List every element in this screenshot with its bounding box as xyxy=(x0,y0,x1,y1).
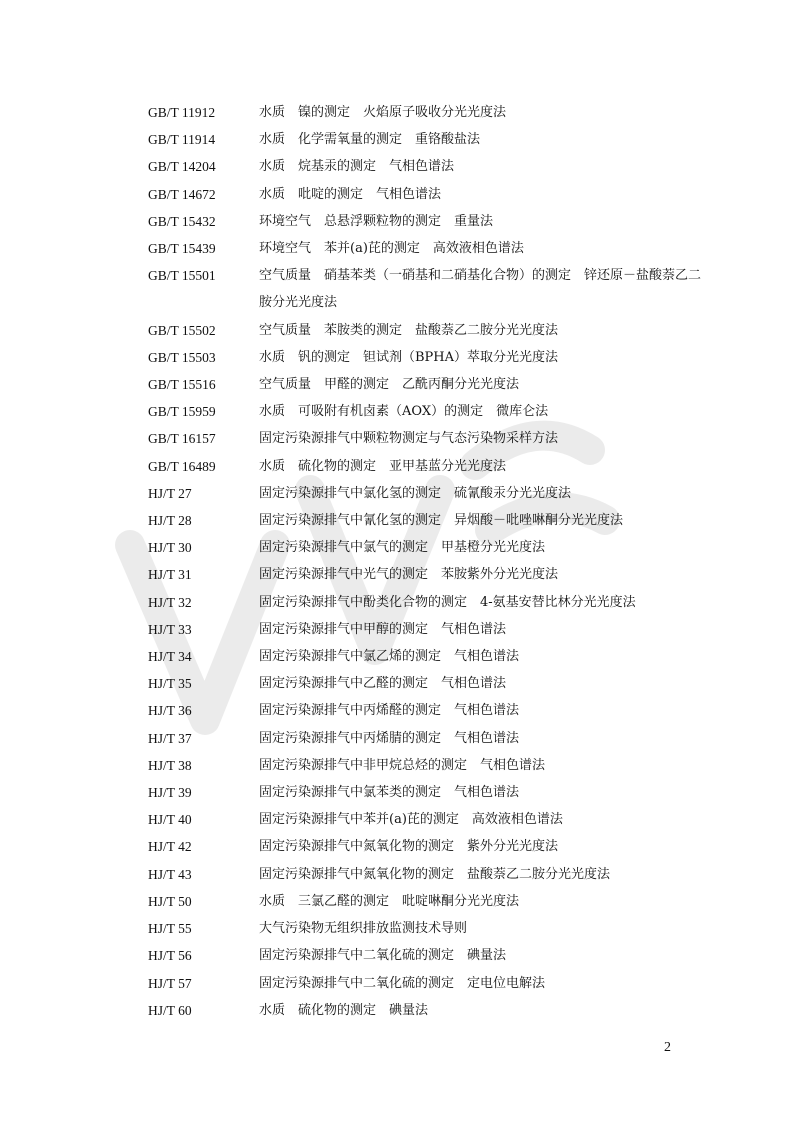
standard-row xyxy=(148,126,708,153)
standard-title: 环境空气 总悬浮颗粒物的测定 重量法 xyxy=(259,213,494,229)
standard-code: HJ/T 55 xyxy=(148,921,192,937)
standard-row xyxy=(148,888,708,915)
standard-title: 固定污染源排气中丙烯腈的测定 气相色谱法 xyxy=(259,730,520,746)
standard-code: HJ/T 28 xyxy=(148,513,192,529)
standard-row xyxy=(148,425,708,452)
standard-row xyxy=(148,806,708,833)
standard-code: HJ/T 27 xyxy=(148,485,192,501)
standard-title: 固定污染源排气中氰化氢的测定 异烟酸－吡唑啉酮分光光度法 xyxy=(259,513,624,529)
standard-code: HJ/T 37 xyxy=(148,730,192,746)
standard-row xyxy=(148,534,708,561)
standard-code: GB/T 15959 xyxy=(148,404,216,420)
standard-row xyxy=(148,670,708,697)
standard-code: HJ/T 56 xyxy=(148,948,192,964)
standard-row xyxy=(148,942,708,969)
standard-title: 固定污染源排气中氮氧化物的测定 紫外分光光度法 xyxy=(259,839,559,855)
standard-code: GB/T 15503 xyxy=(148,349,216,365)
standard-row xyxy=(148,833,708,860)
standard-code: HJ/T 60 xyxy=(148,1002,192,1018)
standard-code: GB/T 16157 xyxy=(148,431,216,447)
standard-title: 固定污染源排气中丙烯醛的测定 气相色谱法 xyxy=(259,703,520,719)
standard-title: 固定污染源排气中乙醛的测定 气相色谱法 xyxy=(259,676,507,692)
standard-title: 水质 三氯乙醛的测定 吡啶啉酮分光光度法 xyxy=(259,893,520,909)
standard-title: 水质 镍的测定 火焰原子吸收分光光度法 xyxy=(259,105,507,120)
standard-code: HJ/T 36 xyxy=(148,703,192,719)
standard-row xyxy=(148,99,708,126)
standards-list xyxy=(148,99,708,1024)
standard-code: HJ/T 38 xyxy=(148,757,192,773)
standard-code: HJ/T 39 xyxy=(148,785,192,801)
standard-title: 水质 化学需氧量的测定 重铬酸盐法 xyxy=(259,132,481,148)
standard-code: HJ/T 43 xyxy=(148,866,192,882)
standard-title: 水质 吡啶的测定 气相色谱法 xyxy=(259,186,442,202)
standard-title: 水质 钒的测定 钽试剂（BPHA）萃取分光光度法 xyxy=(259,349,559,365)
standard-title: 固定污染源排气中氯苯类的测定 气相色谱法 xyxy=(259,785,520,801)
standard-row xyxy=(148,235,708,262)
standard-row xyxy=(148,317,708,344)
standard-title: 大气污染物无组织排放监测技术导则 xyxy=(259,921,468,937)
standard-title: 固定污染源排气中颗粒物测定与气态污染物采样方法 xyxy=(259,431,559,447)
standard-title: 环境空气 苯并(a)芘的测定 高效液相色谱法 xyxy=(259,241,524,257)
standard-title: 固定污染源排气中苯并(a)芘的测定 高效液相色谱法 xyxy=(259,812,563,828)
standard-code: HJ/T 31 xyxy=(148,567,192,583)
standard-code: HJ/T 50 xyxy=(148,893,192,909)
standard-code: HJ/T 35 xyxy=(148,676,192,692)
standard-row xyxy=(148,997,708,1024)
standard-title: 空气质量 硝基苯类（一硝基和二硝基化合物）的测定 锌还原－盐酸萘乙二胺分光光度法 xyxy=(259,268,702,311)
standard-title: 水质 可吸附有机卤素（AOX）的测定 微库仑法 xyxy=(259,404,549,420)
standard-title: 固定污染源排气中二氧化硫的测定 定电位电解法 xyxy=(259,975,546,991)
standard-title: 固定污染源排气中氯化氢的测定 硫氰酸汞分光光度法 xyxy=(259,485,572,501)
standard-code: HJ/T 32 xyxy=(148,594,192,610)
page-number: 2 xyxy=(664,1040,671,1055)
standard-row xyxy=(148,697,708,724)
standard-row xyxy=(148,453,708,480)
standard-code: GB/T 15432 xyxy=(148,213,216,229)
standard-title: 固定污染源排气中光气的测定 苯胺紫外分光光度法 xyxy=(259,567,559,583)
standard-title: 空气质量 苯胺类的测定 盐酸萘乙二胺分光光度法 xyxy=(259,322,559,338)
standard-code: GB/T 15439 xyxy=(148,241,216,257)
standard-code: HJ/T 30 xyxy=(148,540,192,556)
standard-title: 固定污染源排气中二氧化硫的测定 碘量法 xyxy=(259,948,507,964)
standard-row xyxy=(148,507,708,534)
standard-row xyxy=(148,344,708,371)
standard-row xyxy=(148,398,708,425)
standard-code: HJ/T 57 xyxy=(148,975,192,991)
standard-title: 固定污染源排气中氯乙烯的测定 气相色谱法 xyxy=(259,649,520,665)
standard-row xyxy=(148,262,708,316)
standard-row xyxy=(148,861,708,888)
standard-code: HJ/T 40 xyxy=(148,812,192,828)
standard-title: 固定污染源排气中甲醇的测定 气相色谱法 xyxy=(259,621,507,637)
standard-code: HJ/T 33 xyxy=(148,621,192,637)
standard-row xyxy=(148,589,708,616)
standard-code: GB/T 14204 xyxy=(148,159,216,175)
standard-row xyxy=(148,643,708,670)
standard-code: HJ/T 42 xyxy=(148,839,192,855)
standard-title: 空气质量 甲醛的测定 乙酰丙酮分光光度法 xyxy=(259,377,520,393)
standard-title: 固定污染源排气中非甲烷总烃的测定 气相色谱法 xyxy=(259,757,546,773)
standard-title: 水质 硫化物的测定 碘量法 xyxy=(259,1002,429,1018)
standard-code: GB/T 15502 xyxy=(148,322,216,338)
standard-code: GB/T 14672 xyxy=(148,186,216,202)
standard-code: GB/T 11912 xyxy=(148,105,216,120)
standard-row xyxy=(148,561,708,588)
standard-code: GB/T 11914 xyxy=(148,132,216,148)
standard-row xyxy=(148,616,708,643)
standard-title: 固定污染源排气中氯气的测定 甲基橙分光光度法 xyxy=(259,540,546,556)
standard-title: 固定污染源排气中酚类化合物的测定 4-氨基安替比林分光光度法 xyxy=(259,594,636,610)
standard-row xyxy=(148,915,708,942)
standard-row xyxy=(148,371,708,398)
standard-code: GB/T 15501 xyxy=(148,268,216,284)
standard-row xyxy=(148,725,708,752)
standard-title: 水质 烷基汞的测定 气相色谱法 xyxy=(259,159,455,175)
standard-row xyxy=(148,181,708,208)
standard-title: 固定污染源排气中氮氧化物的测定 盐酸萘乙二胺分光光度法 xyxy=(259,866,611,882)
standard-row xyxy=(148,208,708,235)
standard-row xyxy=(148,779,708,806)
standard-code: HJ/T 34 xyxy=(148,649,192,665)
standard-row xyxy=(148,153,708,180)
standard-row xyxy=(148,970,708,997)
standard-title: 水质 硫化物的测定 亚甲基蓝分光光度法 xyxy=(259,458,507,474)
standard-code: GB/T 15516 xyxy=(148,377,216,393)
standard-code: GB/T 16489 xyxy=(148,458,216,474)
standard-row xyxy=(148,480,708,507)
standard-row xyxy=(148,752,708,779)
